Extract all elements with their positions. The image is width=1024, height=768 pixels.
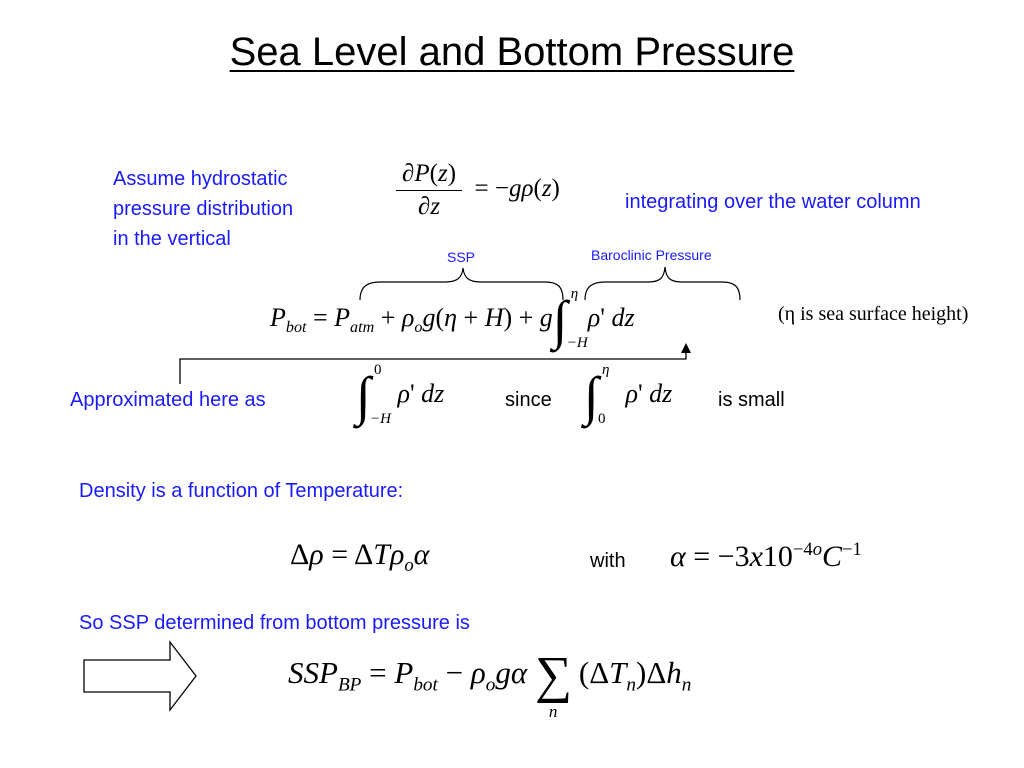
ssp-equation: $SSP_{BP} = P_{bot} - \rho_og\alpha$ ∑ n $(\Delta T_n)\Delta h_n$ [288, 647, 692, 721]
right-arrow-outline-icon [84, 642, 196, 710]
hydrostatic-note-line-2: pressure distribution [113, 198, 294, 220]
connector-arrowhead [681, 343, 691, 353]
eta-note: (η is sea surface height) [778, 303, 969, 325]
alpha-equation: $\alpha = -3x10^{-4o}C^{-1}$ [670, 539, 862, 573]
integrating-note: integrating over the water column [625, 191, 921, 213]
is-small-label: is small [718, 389, 785, 411]
density-equation: Δρ = ΔTρ$_o$α [290, 538, 430, 576]
slide-title: Sea Level and Bottom Pressure [229, 30, 795, 74]
hydrostatic-equation: $\frac{\partial P(z)}{\partial z}$ = −gρ(z) [396, 160, 560, 221]
hydrostatic-note-line-1: Assume hydrostatic [113, 168, 288, 190]
since-label: since [505, 389, 552, 411]
approx-integral: ∫ 0 −H ρ' dz [356, 362, 445, 427]
with-label: with [590, 550, 626, 572]
baroclinic-brace-label: Baroclinic Pressure [591, 247, 712, 263]
ssp-note: So SSP determined from bottom pressure is [79, 612, 470, 634]
bottom-pressure-equation: $P_{bot} = P_{atm} + \rho_og(\eta + H) + g$ ∫ η −H ρ' dz [270, 286, 635, 351]
hydrostatic-note-line-3: in the vertical [113, 228, 231, 250]
approx-label: Approximated here as [70, 389, 266, 411]
density-note: Density is a function of Temperature: [79, 480, 404, 502]
ssp-brace-label: SSP [447, 249, 476, 265]
small-integral: ∫ η 0 ρ' dz [584, 362, 673, 427]
